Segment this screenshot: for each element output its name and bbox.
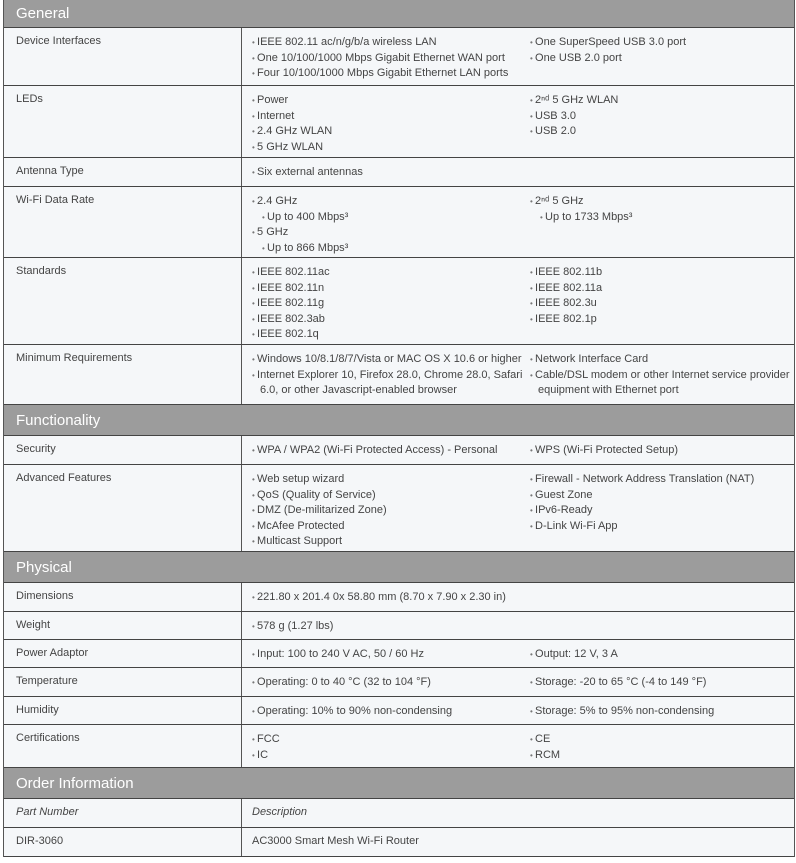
spec-sheet	[3, 0, 795, 857]
spec-item: • FCC	[252, 732, 530, 748]
spec-item: • One SuperSpeed USB 3.0 port	[530, 35, 794, 51]
spec-row	[4, 28, 794, 86]
spec-item: • IEEE 802.11ac	[252, 265, 530, 281]
spec-label: Advanced Features	[4, 465, 242, 551]
spec-col2	[530, 675, 794, 696]
spec-item: • Output: 12 V, 3 A	[530, 647, 794, 663]
spec-row	[4, 640, 794, 668]
spec-label: Standards	[4, 258, 242, 344]
spec-item: • 2ⁿᵈ 5 GHz	[530, 194, 794, 210]
spec-item: • CE	[530, 732, 794, 748]
spec-label: Security	[4, 436, 242, 464]
spec-label: Wi-Fi Data Rate	[4, 187, 242, 257]
spec-col1	[252, 704, 530, 724]
spec-item: • Multicast Support	[252, 534, 530, 550]
spec-col1	[252, 675, 530, 696]
spec-label: Power Adaptor	[4, 640, 242, 667]
spec-values	[242, 187, 794, 257]
spec-row	[4, 612, 794, 640]
spec-values	[242, 436, 794, 464]
spec-item: • 2ⁿᵈ 5 GHz WLAN	[530, 93, 794, 109]
spec-item: • Up to 1733 Mbps³	[530, 210, 794, 226]
spec-item: • One 10/100/1000 Mbps Gigabit Ethernet WAN port	[252, 51, 530, 67]
spec-item: • Cable/DSL modem or other Internet service provider equipment with Ethernet port	[530, 368, 794, 398]
spec-label: Antenna Type	[4, 158, 242, 186]
spec-item: • IEEE 802.11b	[530, 265, 794, 281]
spec-item: • IC	[252, 748, 530, 764]
spec-col2	[530, 443, 794, 464]
description-header: Description	[252, 806, 308, 818]
spec-item: • 5 GHz	[252, 225, 530, 241]
spec-col2	[530, 647, 794, 667]
spec-col1	[252, 165, 530, 186]
spec-values	[242, 640, 794, 667]
spec-label: Certifications	[4, 725, 242, 767]
description: AC3000 Smart Mesh Wi-Fi Router	[252, 835, 419, 847]
section-header: General	[4, 0, 794, 28]
order-row	[4, 828, 794, 857]
spec-row	[4, 86, 794, 158]
section-header: Order Information	[4, 768, 794, 799]
spec-item: • USB 2.0	[530, 124, 794, 140]
spec-item: • Input: 100 to 240 V AC, 50 / 60 Hz	[252, 647, 530, 663]
spec-col2	[530, 35, 794, 85]
spec-row	[4, 258, 794, 345]
spec-item: • D-Link Wi-Fi App	[530, 519, 794, 535]
spec-values	[242, 668, 794, 696]
spec-label: Weight	[4, 612, 242, 639]
spec-values	[242, 612, 794, 639]
spec-item: • WPA / WPA2 (Wi-Fi Protected Access) - Personal	[252, 443, 530, 459]
section-header: Physical	[4, 552, 794, 583]
spec-item: • Internet Explorer 10, Firefox 28.0, Chrome 28.0, Safari 6.0, or other Javascript-enabled browser	[252, 368, 530, 398]
spec-values	[242, 345, 794, 404]
section-header: Functionality	[4, 405, 794, 436]
spec-item: • IEEE 802.11 ac/n/g/b/a wireless LAN	[252, 35, 530, 51]
spec-label: Humidity	[4, 697, 242, 724]
spec-row	[4, 583, 794, 612]
spec-item: • IEEE 802.3ab	[252, 312, 530, 328]
spec-item: • USB 3.0	[530, 109, 794, 125]
spec-row	[4, 697, 794, 725]
spec-item: • Windows 10/8.1/8/7/Vista or MAC OS X 10.6 or higher	[252, 352, 530, 368]
spec-col2	[530, 194, 794, 257]
spec-item: • IEEE 802.1q	[252, 327, 530, 343]
spec-item: • Operating: 0 to 40 °C (32 to 104 °F)	[252, 675, 530, 691]
spec-item: • Firewall - Network Address Translation (NAT)	[530, 472, 794, 488]
spec-item: • McAfee Protected	[252, 519, 530, 535]
spec-item: • RCM	[530, 748, 794, 764]
spec-item: • IEEE 802.11a	[530, 281, 794, 297]
spec-col1	[252, 194, 530, 257]
spec-values	[242, 158, 794, 186]
spec-item: • WPS (Wi-Fi Protected Setup)	[530, 443, 794, 459]
spec-values	[242, 697, 794, 724]
spec-row	[4, 345, 794, 405]
spec-item: • Guest Zone	[530, 488, 794, 504]
spec-row	[4, 436, 794, 465]
spec-item: • Operating: 10% to 90% non-condensing	[252, 704, 530, 720]
spec-item: • 2.4 GHz WLAN	[252, 124, 530, 140]
spec-item: • Network Interface Card	[530, 352, 794, 368]
spec-item: • Storage: 5% to 95% non-condensing	[530, 704, 794, 720]
spec-row	[4, 725, 794, 768]
spec-col1	[252, 352, 530, 404]
spec-values	[242, 28, 794, 85]
spec-values	[242, 86, 794, 157]
spec-item: • Up to 400 Mbps³	[252, 210, 530, 226]
spec-item: • Up to 866 Mbps³	[252, 241, 530, 257]
spec-col1	[252, 35, 530, 85]
spec-item: • Internet	[252, 109, 530, 125]
spec-col2	[530, 704, 794, 724]
order-row	[4, 799, 794, 828]
spec-values	[242, 465, 794, 551]
part-number-header: Part Number	[4, 799, 242, 827]
spec-item: • Four 10/100/1000 Mbps Gigabit Ethernet LAN ports	[252, 66, 530, 82]
spec-label: Minimum Requirements	[4, 345, 242, 404]
spec-item: • 221.80 x 201.4 0x 58.80 mm (8.70 x 7.90 x 2.30 in)	[252, 590, 794, 606]
spec-item: • DMZ (De-militarized Zone)	[252, 503, 530, 519]
spec-col2	[530, 472, 794, 551]
spec-label: Dimensions	[4, 583, 242, 611]
spec-col2	[530, 732, 794, 767]
spec-item: • Six external antennas	[252, 165, 530, 181]
spec-row	[4, 158, 794, 187]
spec-col2	[530, 265, 794, 344]
spec-values	[242, 258, 794, 344]
part-number: DIR-3060	[4, 828, 242, 856]
spec-col2	[530, 93, 794, 157]
spec-item: • 2.4 GHz	[252, 194, 530, 210]
spec-item: • Power	[252, 93, 530, 109]
spec-item: • 578 g (1.27 lbs)	[252, 619, 794, 635]
spec-item: • 5 GHz WLAN	[252, 140, 530, 156]
spec-col2	[530, 165, 794, 186]
spec-label: LEDs	[4, 86, 242, 157]
spec-col1	[252, 619, 794, 639]
spec-item: • IEEE 802.3u	[530, 296, 794, 312]
spec-col1	[252, 93, 530, 157]
spec-item: • IPv6-Ready	[530, 503, 794, 519]
spec-item: • Storage: -20 to 65 °C (-4 to 149 °F)	[530, 675, 794, 691]
spec-row	[4, 187, 794, 258]
spec-col1	[252, 472, 530, 551]
spec-col1	[252, 647, 530, 667]
spec-item: • IEEE 802.11g	[252, 296, 530, 312]
spec-col1	[252, 590, 794, 611]
spec-label: Temperature	[4, 668, 242, 696]
spec-label: Device Interfaces	[4, 28, 242, 85]
spec-values	[242, 583, 794, 611]
spec-col2	[530, 352, 794, 404]
spec-values	[242, 725, 794, 767]
spec-col1	[252, 265, 530, 344]
spec-col1	[252, 443, 530, 464]
spec-item: • QoS (Quality of Service)	[252, 488, 530, 504]
spec-item: • IEEE 802.11n	[252, 281, 530, 297]
spec-item: • IEEE 802.1p	[530, 312, 794, 328]
spec-row	[4, 668, 794, 697]
spec-item: • One USB 2.0 port	[530, 51, 794, 67]
spec-col1	[252, 732, 530, 767]
spec-item: • Web setup wizard	[252, 472, 530, 488]
spec-row	[4, 465, 794, 552]
